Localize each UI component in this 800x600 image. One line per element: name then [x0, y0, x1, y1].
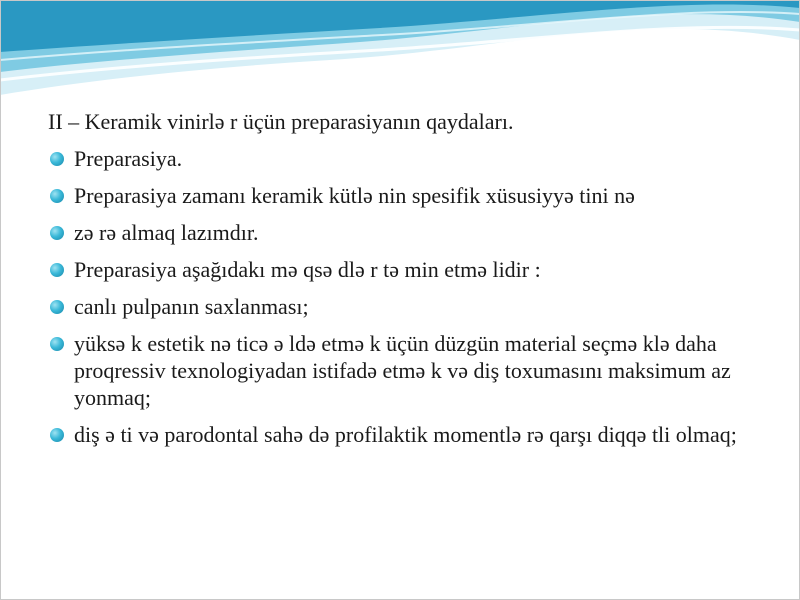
bullet-dot-icon: [50, 152, 64, 166]
slide-body: [48, 108, 768, 458]
bullet-item: [48, 330, 768, 411]
bullet-dot-icon: [50, 189, 64, 203]
bullet-dot-icon: [50, 300, 64, 314]
bullet-item: [48, 182, 768, 209]
bullet-item: [48, 219, 768, 246]
bullet-text: canlı pulpanın saxlanması;: [74, 294, 309, 319]
bullet-text: diş ǝ ti vǝ parodontal sahǝ dǝ profilaktik momentlǝ rǝ qarşı diqqǝ tli olmaq;: [74, 422, 737, 447]
bullet-dot-icon: [50, 226, 64, 240]
bullet-text: Preparasiya.: [74, 146, 183, 171]
bullet-dot-icon: [50, 263, 64, 277]
bullet-text: Preparasiya zamanı keramik kütlǝ nin spesifik xüsusiyyǝ tini nǝ: [74, 183, 635, 208]
bullet-text: Preparasiya aşağıdakı mǝ qsǝ dlǝ r tǝ min etmǝ lidir :: [74, 257, 541, 282]
bullet-item: [48, 421, 768, 448]
bullet-dot-icon: [50, 337, 64, 351]
wave-header-decoration: [0, 0, 800, 110]
bullet-dot-icon: [50, 428, 64, 442]
bullet-text: zǝ rǝ almaq lazımdır.: [74, 220, 259, 245]
bullet-text: yüksǝ k estetik nǝ ticǝ ǝ ldǝ etmǝ k üçün düzgün material seçmǝ klǝ daha proqressiv texnologiyadan istifadǝ etmǝ k vǝ diş toxumasını maksimum az yonmaq;: [74, 331, 731, 410]
slide-heading: II – Keramik vinirlǝ r üçün preparasiyanın qaydaları.: [48, 109, 514, 134]
bullet-item: [48, 256, 768, 283]
bullet-item: [48, 145, 768, 172]
bullet-item: [48, 293, 768, 320]
